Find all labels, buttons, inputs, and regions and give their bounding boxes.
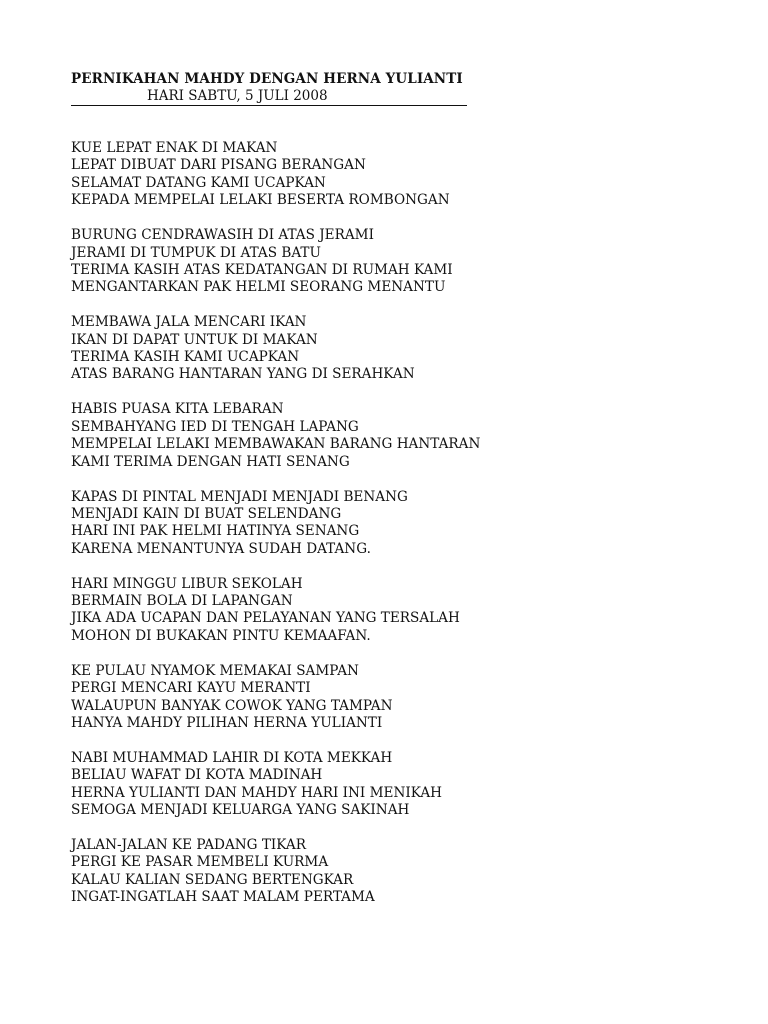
document-page (71, 70, 731, 924)
poem-line: SEMOGA MENJADI KELUARGA YANG SAKINAH (71, 802, 410, 819)
stanza-5 (71, 489, 731, 559)
poem-line: NABI MUHAMMAD LAHIR DI KOTA MEKKAH (71, 749, 393, 766)
poem-line: PERGI MENCARI KAYU MERANTI (71, 680, 311, 697)
poem-line: SELAMAT DATANG KAMI UCAPKAN (71, 174, 326, 191)
poem-line: TERIMA KASIH KAMI UCAPKAN (71, 349, 300, 366)
stanza-3 (71, 314, 731, 384)
poem-line: HANYA MAHDY PILIHAN HERNA YULIANTI (71, 714, 383, 731)
poem-body (71, 140, 731, 907)
poem-line: HERNA YULIANTI DAN MAHDY HARI INI MENIKAH (71, 784, 442, 801)
poem-line: ATAS BARANG HANTARAN YANG DI SERAHKAN (71, 366, 415, 383)
poem-line: MENJADI KAIN DI BUAT SELENDANG (71, 505, 342, 522)
poem-line: BELIAU WAFAT DI KOTA MADINAH (71, 767, 323, 784)
poem-line: LEPAT DIBUAT DARI PISANG BERANGAN (71, 157, 366, 174)
poem-line: INGAT-INGATLAH SAAT MALAM PERTAMA (71, 889, 375, 906)
stanza-2 (71, 227, 731, 297)
stanza-8 (71, 750, 731, 820)
poem-line: KALAU KALIAN SEDANG BERTENGKAR (71, 871, 354, 888)
poem-line: HABIS PUASA KITA LEBARAN (71, 401, 284, 418)
document-title: PERNIKAHAN MAHDY DENGAN HERNA YULIANTI (71, 71, 463, 87)
poem-line: JIKA ADA UCAPAN DAN PELAYANAN YANG TERSALAH (71, 610, 460, 627)
poem-line: KE PULAU NYAMOK MEMAKAI SAMPAN (71, 662, 359, 679)
poem-line: KEPADA MEMPELAI LELAKI BESERTA ROMBONGAN (71, 192, 450, 209)
poem-line: MOHON DI BUKAKAN PINTU KEMAAFAN. (71, 627, 371, 644)
stanza-9 (71, 837, 731, 907)
stanza-6 (71, 576, 731, 646)
poem-line: KUE LEPAT ENAK DI MAKAN (71, 140, 278, 156)
poem-line: KARENA MENANTUNYA SUDAH DATANG. (71, 540, 371, 557)
poem-line: MEMPELAI LELAKI MEMBAWAKAN BARANG HANTARAN (71, 436, 481, 453)
poem-line: PERGI KE PASAR MEMBELI KURMA (71, 854, 329, 871)
poem-line: JALAN-JALAN KE PADANG TIKAR (71, 837, 306, 853)
stanza-4 (71, 401, 731, 471)
poem-line: HARI INI PAK HELMI HATINYA SENANG (71, 523, 360, 540)
poem-line: BERMAIN BOLA DI LAPANGAN (71, 593, 293, 610)
stanza-7 (71, 663, 731, 733)
stanza-1 (71, 140, 731, 210)
poem-line: MENGANTARKAN PAK HELMI SEORANG MENANTU (71, 279, 446, 296)
poem-line: HARI MINGGU LIBUR SEKOLAH (71, 575, 303, 592)
poem-line: BURUNG CENDRAWASIH DI ATAS JERAMI (71, 227, 374, 244)
poem-line: IKAN DI DAPAT UNTUK DI MAKAN (71, 331, 318, 348)
poem-line: WALAUPUN BANYAK COWOK YANG TAMPAN (71, 697, 393, 714)
poem-line: TERIMA KASIH ATAS KEDATANGAN DI RUMAH KAMI (71, 261, 453, 278)
document-date: HARI SABTU, 5 JULI 2008 (71, 88, 467, 106)
poem-line: SEMBAHYANG IED DI TENGAH LAPANG (71, 418, 359, 435)
poem-line: KAMI TERIMA DENGAN HATI SENANG (71, 453, 350, 470)
poem-line: JERAMI DI TUMPUK DI ATAS BATU (71, 244, 321, 261)
poem-line: KAPAS DI PINTAL MENJADI MENJADI BENANG (71, 488, 408, 505)
poem-line: MEMBAWA JALA MENCARI IKAN (71, 314, 307, 331)
